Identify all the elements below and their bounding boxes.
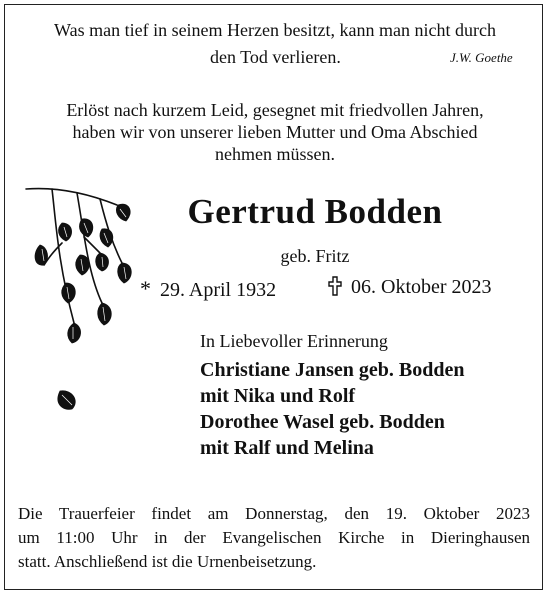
mourner-line: Dorothee Wasel geb. Bodden <box>200 411 445 433</box>
intro-line-1: Erlöst nach kurzem Leid, gesegnet mit friedvollen Jahren, <box>66 100 484 120</box>
maiden-name: geb. Fritz <box>280 246 350 266</box>
death-date <box>328 276 492 299</box>
mourners-list <box>200 357 465 461</box>
cross-icon <box>328 276 342 296</box>
quote-author: J.W. Goethe <box>450 50 513 65</box>
birth-date-text: 29. April 1932 <box>160 279 277 301</box>
intro-line-3: nehmen müssen. <box>215 144 335 164</box>
birth-date <box>140 276 276 302</box>
intro-text <box>0 99 550 165</box>
birth-star-icon: * <box>140 276 151 301</box>
service-line-3: statt. Anschließend ist die Urnenbeisetzung. <box>18 552 317 571</box>
death-date-text: 06. Oktober 2023 <box>351 276 492 298</box>
birch-branch-illustration <box>22 183 137 423</box>
mourner-line: mit Ralf und Melina <box>200 437 374 459</box>
service-line-2: um 11:00 Uhr in der Evangelischen Kirche in Dieringhausen <box>18 528 530 547</box>
memory-heading: In Liebevoller Erinnerung <box>200 331 388 351</box>
mourner-line: mit Nika und Rolf <box>200 385 356 407</box>
quote-line-1: Was man tief in seinem Herzen besitzt, kann man nicht durch <box>54 20 496 40</box>
intro-line-2: haben wir von unserer lieben Mutter und Oma Abschied <box>72 122 478 142</box>
service-line-1: Die Trauerfeier findet am Donnerstag, den 19. Oktober 2023 <box>18 504 530 523</box>
mourner-line: Christiane Jansen geb. Bodden <box>200 359 465 381</box>
service-info <box>18 502 530 574</box>
quote-text: den Tod verlieren. <box>210 47 341 67</box>
deceased-name: Gertrud Bodden <box>187 192 443 231</box>
